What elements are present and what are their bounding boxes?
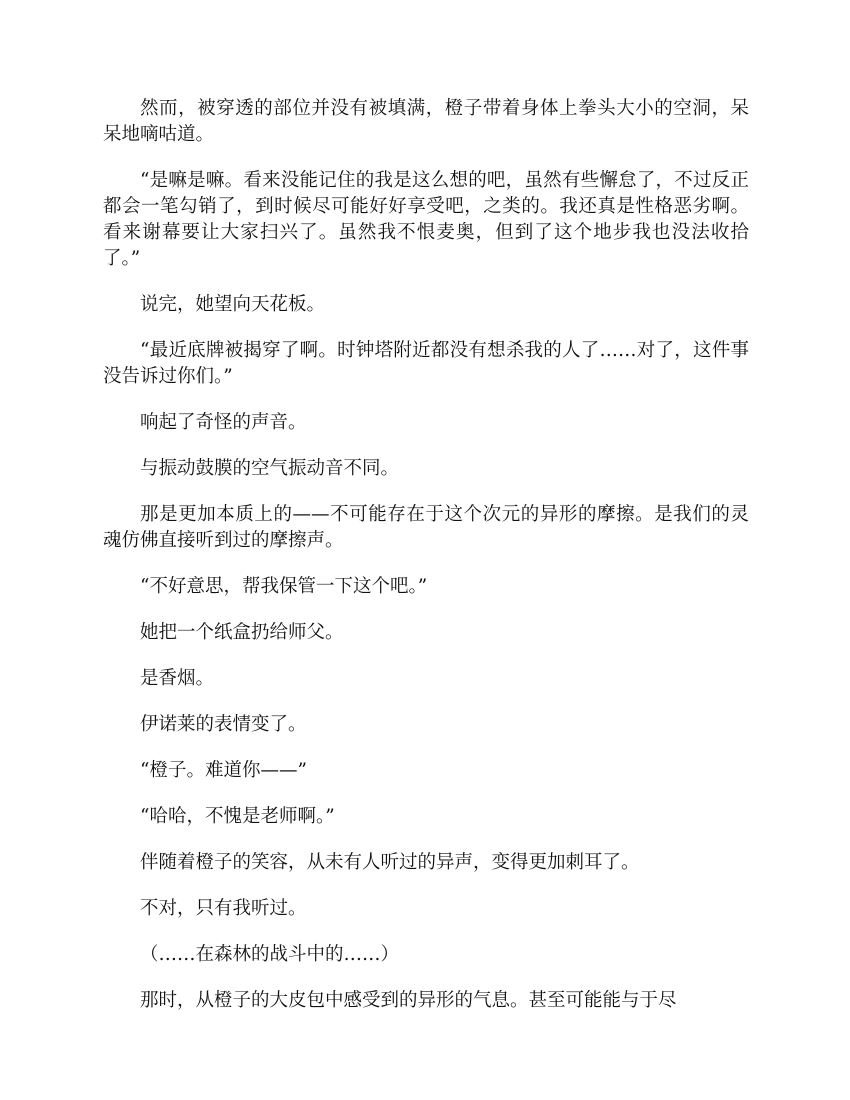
paragraph: 伴随着橙子的笑容，从未有人听过的异声，变得更加刺耳了。 (140, 852, 640, 873)
paragraph: “橙子。难道你——” (140, 760, 307, 781)
paragraph: “是嘛是嘛。看来没能记住的我是这么想的吧，虽然有些懈怠了，不过反正都会一笔勾销了，到时候尽可能好好享受吧，之类的。我还真是性格恶劣啊。看来谢幕要让大家扫兴了。虽然我不恨麦奥，但到了这个地步我也没法收拾了。” (103, 170, 749, 269)
paragraph: “哈哈，不愧是老师啊。” (140, 806, 335, 827)
paragraph: （……在森林的战斗中的……） (140, 944, 400, 965)
paragraph: 然而，被穿透的部位并没有被填满，橙子带着身体上拳头大小的空洞，呆呆地嘀咕道。 (103, 98, 749, 145)
paragraph: 响起了奇怪的声音。 (140, 412, 307, 433)
paragraph: “不好意思，帮我保管一下这个吧。” (140, 576, 428, 597)
paragraph: 那是更加本质上的——不可能存在于这个次元的异形的摩擦。是我们的灵魂仿佛直接听到过的摩擦声。 (103, 504, 749, 551)
paragraph: 与振动鼓膜的空气振动音不同。 (140, 458, 400, 479)
paragraph: 那时，从橙子的大皮包中感受到的异形的气息。甚至可能能与于尽 (140, 990, 677, 1011)
paragraph: 是香烟。 (140, 668, 215, 689)
paragraph: “最近底牌被揭穿了啊。时钟塔附近都没有想杀我的人了……对了，这件事没告诉过你们。” (103, 340, 749, 387)
paragraph: 不对，只有我听过。 (140, 898, 307, 919)
text-body (103, 96, 749, 1034)
paragraph: 她把一个纸盒扔给师父。 (140, 622, 344, 643)
paragraph: 说完，她望向天花板。 (140, 294, 326, 315)
paragraph: 伊诺莱的表情变了。 (140, 714, 307, 735)
